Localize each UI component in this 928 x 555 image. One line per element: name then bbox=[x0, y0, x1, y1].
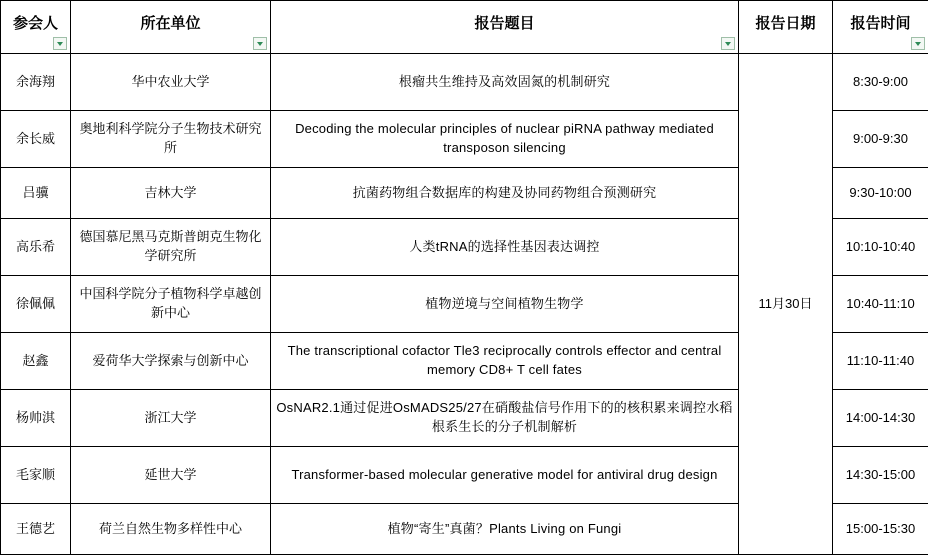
cell-time: 15:00-15:30 bbox=[833, 504, 928, 555]
column-header-title[interactable] bbox=[271, 1, 739, 54]
cell-name: 毛家顺 bbox=[1, 447, 71, 504]
column-header-time-label: 报告时间 bbox=[850, 15, 910, 32]
cell-time: 8:30-9:00 bbox=[833, 54, 928, 111]
cell-title: 人类tRNA的选择性基因表达调控 bbox=[271, 219, 739, 276]
filter-dropdown-icon-name[interactable] bbox=[53, 37, 67, 50]
cell-name: 赵鑫 bbox=[1, 333, 71, 390]
cell-date: 11月30日 bbox=[739, 54, 833, 555]
cell-org: 德国慕尼黑马克斯普朗克生物化学研究所 bbox=[71, 219, 271, 276]
cell-title: 植物逆境与空间植物生物学 bbox=[271, 276, 739, 333]
column-header-name-label: 参会人 bbox=[13, 15, 58, 32]
cell-name: 徐佩佩 bbox=[1, 276, 71, 333]
column-header-title-label: 报告题目 bbox=[474, 15, 534, 32]
cell-time: 14:30-15:00 bbox=[833, 447, 928, 504]
cell-title: 植物“寄生”真菌？Plants Living on Fungi bbox=[271, 504, 739, 555]
cell-name: 杨帅淇 bbox=[1, 390, 71, 447]
table-row bbox=[1, 54, 928, 111]
cell-title: Decoding the molecular principles of nuclear piRNA pathway mediated transposon silencing bbox=[271, 111, 739, 168]
cell-org: 奥地利科学院分子生物技术研究所 bbox=[71, 111, 271, 168]
cell-name: 高乐希 bbox=[1, 219, 71, 276]
cell-org: 荷兰自然生物多样性中心 bbox=[71, 504, 271, 555]
cell-title: OsNAR2.1通过促进OsMADS25/27在硝酸盐信号作用下的的核积累来调控水稻根系生长的分子机制解析 bbox=[271, 390, 739, 447]
cell-name: 吕骥 bbox=[1, 168, 71, 219]
cell-title: 根瘤共生维持及高效固氮的机制研究 bbox=[271, 54, 739, 111]
table-header-row bbox=[1, 1, 928, 54]
cell-org: 华中农业大学 bbox=[71, 54, 271, 111]
cell-org: 吉林大学 bbox=[71, 168, 271, 219]
column-header-org[interactable] bbox=[71, 1, 271, 54]
column-header-name[interactable] bbox=[1, 1, 71, 54]
cell-name: 王德艺 bbox=[1, 504, 71, 555]
column-header-date[interactable] bbox=[739, 1, 833, 54]
table-body bbox=[1, 54, 928, 555]
cell-title: 抗菌药物组合数据库的构建及协同药物组合预测研究 bbox=[271, 168, 739, 219]
cell-title: Transformer-based molecular generative model for antiviral drug design bbox=[271, 447, 739, 504]
cell-time: 9:00-9:30 bbox=[833, 111, 928, 168]
filter-dropdown-icon-time[interactable] bbox=[911, 37, 925, 50]
cell-org: 爱荷华大学探索与创新中心 bbox=[71, 333, 271, 390]
cell-name: 余长威 bbox=[1, 111, 71, 168]
cell-time: 11:10-11:40 bbox=[833, 333, 928, 390]
cell-org: 中国科学院分子植物科学卓越创新中心 bbox=[71, 276, 271, 333]
cell-name: 余海翔 bbox=[1, 54, 71, 111]
cell-time: 10:10-10:40 bbox=[833, 219, 928, 276]
cell-org: 延世大学 bbox=[71, 447, 271, 504]
column-header-org-label: 所在单位 bbox=[140, 15, 200, 32]
cell-time: 9:30-10:00 bbox=[833, 168, 928, 219]
cell-title: The transcriptional cofactor Tle3 reciprocally controls effector and central memory CD8+ T cell fates bbox=[271, 333, 739, 390]
cell-time: 14:00-14:30 bbox=[833, 390, 928, 447]
column-header-date-label: 报告日期 bbox=[755, 15, 815, 32]
cell-org: 浙江大学 bbox=[71, 390, 271, 447]
filter-dropdown-icon-org[interactable] bbox=[253, 37, 267, 50]
column-header-time[interactable] bbox=[833, 1, 928, 54]
cell-time: 10:40-11:10 bbox=[833, 276, 928, 333]
filter-dropdown-icon-title[interactable] bbox=[721, 37, 735, 50]
